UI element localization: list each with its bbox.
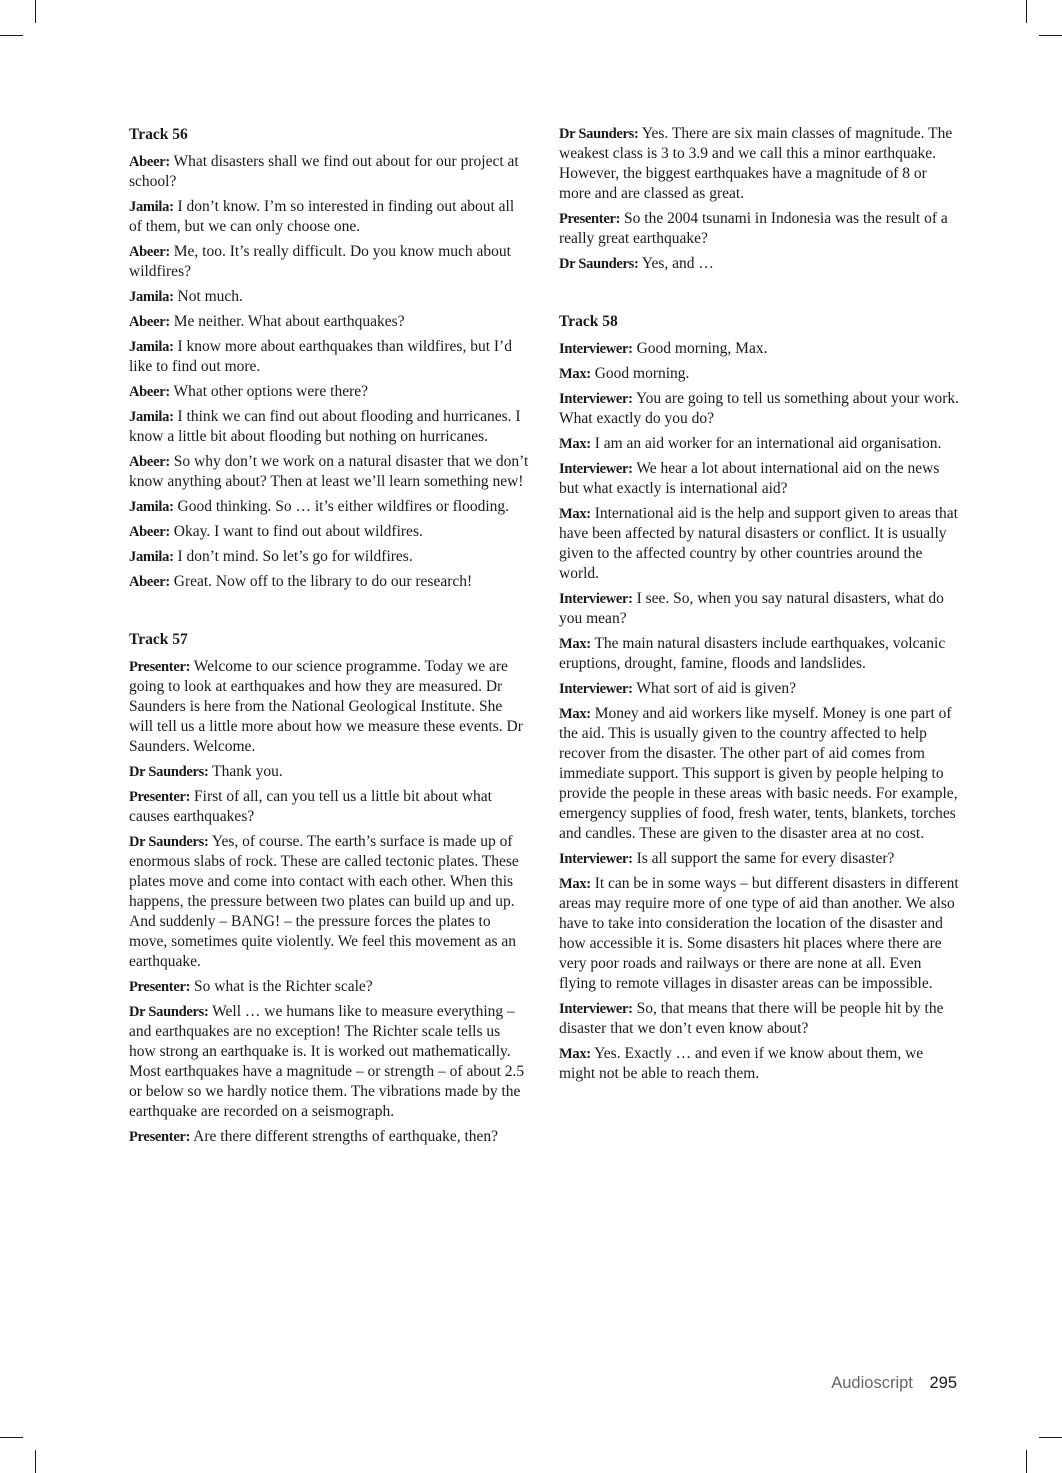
dialogue-line bbox=[559, 389, 961, 429]
dialogue-line bbox=[129, 497, 529, 517]
dialogue-text: The main natural disasters include earthquakes, volcanic eruptions, drought, famine, floods and landslides. bbox=[559, 635, 946, 672]
dialogue-text: Money and aid workers like myself. Money is one part of the aid. This is usually given to the country affected to help recover from the disaster. The other part of aid comes from immediate support. This support is given by people helping to provide the people in these areas with basic needs. For example, emergency supplies of food, fresh water, tents, blankets, torches and candles. These are given to the disaster area at no cost. bbox=[559, 705, 958, 842]
left-column bbox=[129, 124, 529, 1152]
dialogue-text: Thank you. bbox=[212, 763, 283, 780]
dialogue-text: I don’t know. I’m so interested in finding out about all of them, but we can only choose one. bbox=[129, 198, 515, 235]
crop-mark-bottom-left-vertical bbox=[35, 1450, 36, 1473]
dialogue-text: I am an aid worker for an international aid organisation. bbox=[594, 435, 942, 452]
speaker-name: Interviewer: bbox=[559, 391, 633, 407]
dialogue-line bbox=[559, 434, 961, 454]
speaker-name: Jamila: bbox=[129, 549, 174, 565]
dialogue-text: Not much. bbox=[177, 288, 243, 305]
dialogue-line bbox=[559, 634, 961, 674]
speaker-name: Jamila: bbox=[129, 409, 174, 425]
dialogue-line bbox=[129, 312, 529, 332]
speaker-name: Dr Saunders: bbox=[559, 126, 639, 142]
dialogue-line bbox=[559, 254, 961, 274]
dialogue-text: What disasters shall we find out about for our project at school? bbox=[129, 153, 519, 190]
track-title: Track 57 bbox=[129, 631, 188, 648]
speaker-name: Max: bbox=[559, 876, 591, 892]
speaker-name: Jamila: bbox=[129, 339, 174, 355]
dialogue-text: Good morning. bbox=[594, 365, 690, 382]
dialogue-line bbox=[129, 452, 529, 492]
dialogue-text: I know more about earthquakes than wildfires, but I’d like to find out more. bbox=[129, 338, 512, 375]
speaker-name: Dr Saunders: bbox=[559, 256, 639, 272]
speaker-name: Abeer: bbox=[129, 314, 170, 330]
dialogue-line bbox=[559, 704, 961, 844]
dialogue-line bbox=[129, 382, 529, 402]
speaker-name: Abeer: bbox=[129, 384, 170, 400]
dialogue-line bbox=[129, 547, 529, 567]
speaker-name: Presenter: bbox=[129, 789, 191, 805]
dialogue-text: Good thinking. So … it’s either wildfires or flooding. bbox=[177, 498, 510, 515]
dialogue-text: Yes. Exactly … and even if we know about them, we might not be able to reach them. bbox=[559, 1045, 924, 1082]
dialogue-text: It can be in some ways – but different disasters in different areas may require more of one type of aid than another. We also have to take into consideration the location of the disaster and how accessible it is. Some disasters hit places where there are very poor roads and railways or there are none at all. Even flying to remote villages in disaster areas can be impossible. bbox=[559, 875, 959, 992]
track-title: Track 56 bbox=[129, 126, 188, 143]
dialogue-text: What sort of aid is given? bbox=[636, 680, 797, 697]
crop-mark-bottom-left-horizontal bbox=[0, 1437, 23, 1438]
dialogue-text: Are there different strengths of earthquake, then? bbox=[193, 1128, 499, 1145]
dialogue-line bbox=[129, 787, 529, 827]
dialogue-text: You are going to tell us something about your work. What exactly do you do? bbox=[559, 390, 960, 427]
crop-mark-bottom-right-horizontal bbox=[1039, 1437, 1062, 1438]
speaker-name: Max: bbox=[559, 506, 591, 522]
dialogue-text: Me neither. What about earthquakes? bbox=[173, 313, 405, 330]
dialogue-line bbox=[559, 1044, 961, 1084]
dialogue-text: Welcome to our science programme. Today we are going to look at earthquakes and how they are measured. Dr Saunders is here from the National Geological Institute. She will tell us a little more about how we measure these events. Dr Saunders. Welcome. bbox=[129, 658, 523, 755]
right-column bbox=[559, 124, 961, 1089]
speaker-name: Max: bbox=[559, 366, 591, 382]
speaker-name: Presenter: bbox=[129, 659, 191, 675]
dialogue-text: First of all, can you tell us a little bit about what causes earthquakes? bbox=[129, 788, 492, 825]
dialogue-line bbox=[129, 152, 529, 192]
dialogue-text: Well … we humans like to measure everything – and earthquakes are no exception! The Richter scale tells us how strong an earthquake is. It is worked out mathematically. Most earthquakes have a magnitude – or strength – of about 2.5 or below so we hardly notice them. The vibrations made by the earthquake are recorded on a seismograph. bbox=[129, 1003, 525, 1120]
speaker-name: Presenter: bbox=[129, 979, 191, 995]
dialogue-line bbox=[559, 589, 961, 629]
speaker-name: Interviewer: bbox=[559, 681, 633, 697]
dialogue-line bbox=[559, 679, 961, 699]
speaker-name: Jamila: bbox=[129, 289, 174, 305]
dialogue-text: International aid is the help and support given to areas that have been affected by natural disasters or conflict. It is usually given to the affected country by other countries around the world. bbox=[559, 505, 958, 582]
dialogue-line bbox=[129, 522, 529, 542]
dialogue-text: I don’t mind. So let’s go for wildfires. bbox=[177, 548, 413, 565]
section-spacer bbox=[559, 279, 961, 311]
dialogue-line bbox=[129, 287, 529, 307]
speaker-name: Presenter: bbox=[559, 211, 621, 227]
speaker-name: Max: bbox=[559, 636, 591, 652]
speaker-name: Abeer: bbox=[129, 244, 170, 260]
dialogue-text: We hear a lot about international aid on the news but what exactly is international aid? bbox=[559, 460, 940, 497]
speaker-name: Presenter: bbox=[129, 1129, 191, 1145]
dialogue-line bbox=[129, 572, 529, 592]
speaker-name: Dr Saunders: bbox=[129, 764, 209, 780]
speaker-name: Max: bbox=[559, 1046, 591, 1062]
dialogue-text: Me, too. It’s really difficult. Do you know much about wildfires? bbox=[129, 243, 511, 280]
dialogue-text: Yes, and … bbox=[641, 255, 714, 272]
speaker-name: Abeer: bbox=[129, 574, 170, 590]
dialogue-line bbox=[559, 459, 961, 499]
dialogue-text: What other options were there? bbox=[173, 383, 369, 400]
dialogue-text: Good morning, Max. bbox=[636, 340, 768, 357]
dialogue-line bbox=[129, 657, 529, 757]
section-spacer bbox=[129, 597, 529, 629]
speaker-name: Jamila: bbox=[129, 499, 174, 515]
dialogue-line bbox=[129, 337, 529, 377]
speaker-name: Abeer: bbox=[129, 454, 170, 470]
dialogue-text: Great. Now off to the library to do our research! bbox=[173, 573, 473, 590]
dialogue-text: Is all support the same for every disaster? bbox=[636, 850, 895, 867]
dialogue-line bbox=[129, 242, 529, 282]
dialogue-line bbox=[129, 197, 529, 237]
dialogue-text: So why don’t we work on a natural disaster that we don’t know anything about? Then at least we’ll learn something new! bbox=[129, 453, 529, 490]
dialogue-line bbox=[559, 124, 961, 204]
dialogue-text: Yes, of course. The earth’s surface is made up of enormous slabs of rock. These are called tectonic plates. These plates move and come into contact with each other. When this happens, the pressure between two plates can build up and up. And suddenly – BANG! – the pressure forces the plates to move, sometimes quite violently. We feel this movement as an earthquake. bbox=[129, 833, 519, 970]
crop-mark-bottom-right-vertical bbox=[1026, 1450, 1027, 1473]
dialogue-line bbox=[559, 849, 961, 869]
crop-mark-top-left-vertical bbox=[35, 0, 36, 23]
dialogue-text: So what is the Richter scale? bbox=[194, 978, 373, 995]
dialogue-text: Yes. There are six main classes of magnitude. The weakest class is 3 to 3.9 and we call this a minor earthquake. However, the biggest earthquakes have a magnitude of 8 or more and are classed as great. bbox=[559, 125, 953, 202]
speaker-name: Dr Saunders: bbox=[129, 1004, 209, 1020]
speaker-name: Abeer: bbox=[129, 154, 170, 170]
dialogue-line bbox=[559, 364, 961, 384]
speaker-name: Abeer: bbox=[129, 524, 170, 540]
speaker-name: Interviewer: bbox=[559, 341, 633, 357]
speaker-name: Jamila: bbox=[129, 199, 174, 215]
page-footer bbox=[831, 1374, 957, 1393]
dialogue-text: I see. So, when you say natural disasters, what do you mean? bbox=[559, 590, 944, 627]
speaker-name: Dr Saunders: bbox=[129, 834, 209, 850]
crop-mark-top-left-horizontal bbox=[0, 35, 23, 36]
dialogue-line bbox=[129, 832, 529, 972]
dialogue-line bbox=[559, 874, 961, 994]
dialogue-line bbox=[559, 339, 961, 359]
speaker-name: Max: bbox=[559, 436, 591, 452]
dialogue-text: I think we can find out about flooding and hurricanes. I know a little bit about flooding but nothing on hurricanes. bbox=[129, 408, 521, 445]
dialogue-line bbox=[129, 407, 529, 447]
footer-section-label: Audioscript bbox=[831, 1374, 913, 1392]
dialogue-line bbox=[129, 762, 529, 782]
dialogue-line bbox=[129, 977, 529, 997]
dialogue-text: So the 2004 tsunami in Indonesia was the result of a really great earthquake? bbox=[559, 210, 948, 247]
speaker-name: Interviewer: bbox=[559, 851, 633, 867]
dialogue-text: So, that means that there will be people hit by the disaster that we don’t even know about? bbox=[559, 1000, 944, 1037]
speaker-name: Interviewer: bbox=[559, 1001, 633, 1017]
speaker-name: Interviewer: bbox=[559, 461, 633, 477]
dialogue-text: Okay. I want to find out about wildfires. bbox=[173, 523, 423, 540]
page-number: 295 bbox=[929, 1374, 957, 1392]
dialogue-line bbox=[559, 999, 961, 1039]
dialogue-line bbox=[129, 1127, 529, 1147]
track-title: Track 58 bbox=[559, 313, 618, 330]
crop-mark-top-right-horizontal bbox=[1039, 35, 1062, 36]
speaker-name: Max: bbox=[559, 706, 591, 722]
dialogue-line bbox=[559, 504, 961, 584]
speaker-name: Interviewer: bbox=[559, 591, 633, 607]
dialogue-line bbox=[559, 209, 961, 249]
crop-mark-top-right-vertical bbox=[1026, 0, 1027, 23]
dialogue-line bbox=[129, 1002, 529, 1122]
